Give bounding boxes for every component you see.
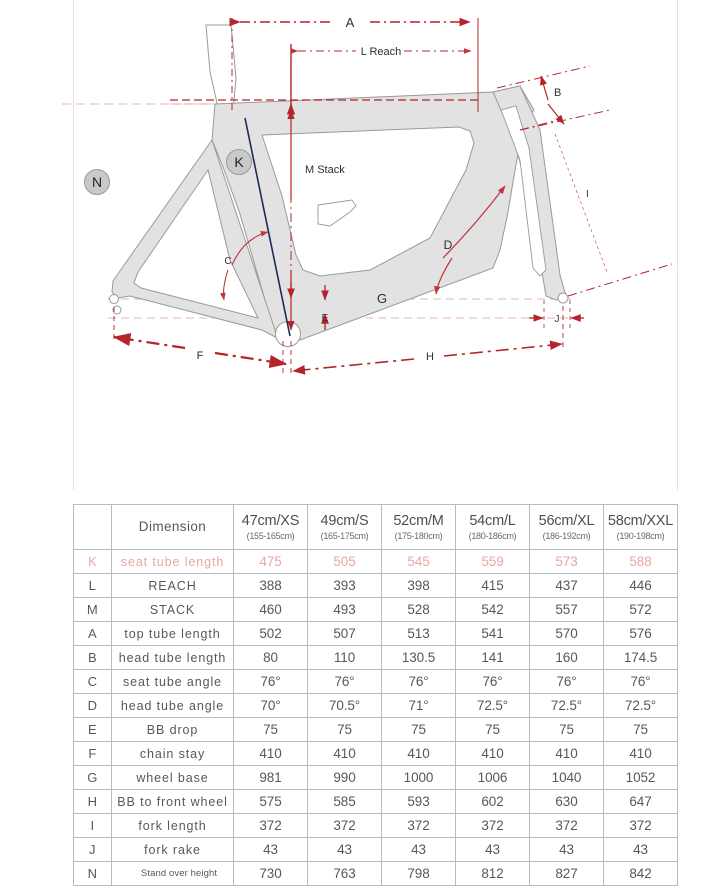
row-value: 76° [530,670,604,694]
row-value: 388 [234,574,308,598]
row-value: 110 [308,646,382,670]
size-range: (180-186cm) [468,530,517,541]
row-value: 559 [456,550,530,574]
row-value: 393 [308,574,382,598]
row-value: 990 [308,766,382,790]
row-value: 410 [456,742,530,766]
table-row [74,766,678,790]
dimension-J [529,300,584,330]
row-value: 798 [382,862,456,886]
size-range: (186-192cm) [542,530,591,541]
row-dimension-name: head tube length [112,646,234,670]
row-value: 76° [382,670,456,694]
header-size-52m [382,505,456,550]
size-name: 47cm/XS [241,512,300,529]
table-row [74,838,678,862]
size-range: (165-175cm) [320,530,369,541]
row-value: 446 [604,574,678,598]
row-code: H [74,790,112,814]
row-value: 372 [456,814,530,838]
row-value: 647 [604,790,678,814]
callout-G-label: G [376,291,388,306]
row-value: 410 [308,742,382,766]
row-value: 410 [234,742,308,766]
row-value: 437 [530,574,604,598]
row-value: 1052 [604,766,678,790]
size-name: 58cm/XXL [607,512,674,529]
row-value: 372 [530,814,604,838]
header-size-54l [456,505,530,550]
geometry-table [73,504,678,886]
size-name: 52cm/M [393,512,444,529]
row-dimension-name: REACH [112,574,234,598]
row-value: 557 [530,598,604,622]
row-code: E [74,718,112,742]
row-value: 72.5° [456,694,530,718]
row-value: 513 [382,622,456,646]
table-row [74,646,678,670]
row-value: 75 [456,718,530,742]
row-value: 460 [234,598,308,622]
table-row [74,622,678,646]
row-value: 76° [604,670,678,694]
row-code: F [74,742,112,766]
row-dimension-name: Stand over height [112,862,234,886]
row-value: 1006 [456,766,530,790]
table-row [74,574,678,598]
table-row [74,598,678,622]
row-dimension-name: STACK [112,598,234,622]
row-value: 43 [530,838,604,862]
row-value: 585 [308,790,382,814]
callout-badge-K [227,150,252,175]
row-code: L [74,574,112,598]
callout-C-label: C [224,256,232,267]
row-dimension-name: BB drop [112,718,234,742]
table-row [74,694,678,718]
callout-M-label: M Stack [305,164,345,176]
row-code: A [74,622,112,646]
row-value: 576 [604,622,678,646]
row-value: 72.5° [530,694,604,718]
callout-K-label: K [234,154,244,170]
table-head [74,505,678,550]
row-value: 71° [382,694,456,718]
header-size-58xxl [604,505,678,550]
size-range: (190-198cm) [616,530,665,541]
size-range: (175-180cm) [394,530,443,541]
row-value: 160 [530,646,604,670]
row-value: 545 [382,550,456,574]
callout-F-label: F [196,350,204,362]
row-value: 1000 [382,766,456,790]
row-code: K [74,550,112,574]
row-value: 502 [234,622,308,646]
row-code: J [74,838,112,862]
row-value: 410 [604,742,678,766]
header-code [74,505,112,550]
row-value: 410 [382,742,456,766]
table-row [74,550,678,574]
row-value: 43 [604,838,678,862]
table-row [74,862,678,886]
row-dimension-name: chain stay [112,742,234,766]
row-value: 573 [530,550,604,574]
size-name: 49cm/S [320,512,369,529]
header-size-47xs [234,505,308,550]
callout-B-label: B [554,87,562,99]
header-size-56xl [530,505,604,550]
row-value: 76° [234,670,308,694]
row-value: 43 [234,838,308,862]
row-dimension-name: fork length [112,814,234,838]
table-row [74,670,678,694]
row-value: 398 [382,574,456,598]
row-value: 410 [530,742,604,766]
row-value: 630 [530,790,604,814]
row-value: 842 [604,862,678,886]
row-code: C [74,670,112,694]
row-value: 541 [456,622,530,646]
row-dimension-name: BB to front wheel [112,790,234,814]
row-value: 528 [382,598,456,622]
row-value: 70° [234,694,308,718]
row-value: 70.5° [308,694,382,718]
row-value: 372 [604,814,678,838]
row-value: 174.5 [604,646,678,670]
row-value: 76° [308,670,382,694]
row-value: 130.5 [382,646,456,670]
table-header-row [74,505,678,550]
row-value: 80 [234,646,308,670]
row-value: 763 [308,862,382,886]
row-code: M [74,598,112,622]
row-value: 475 [234,550,308,574]
frame-silhouette [110,25,569,347]
row-value: 75 [308,718,382,742]
table-row [74,742,678,766]
row-value: 75 [604,718,678,742]
header-size-49s [308,505,382,550]
row-value: 72.5° [604,694,678,718]
callout-A-label: A [345,15,355,30]
row-value: 43 [456,838,530,862]
row-code: D [74,694,112,718]
row-dimension-name: seat tube length [112,550,234,574]
row-value: 75 [530,718,604,742]
callout-J-label: J [554,314,560,325]
callout-D-label: D [443,238,453,252]
row-value: 75 [234,718,308,742]
row-value: 542 [456,598,530,622]
table-row [74,718,678,742]
row-dimension-name: top tube length [112,622,234,646]
row-value: 43 [382,838,456,862]
row-dimension-name: seat tube angle [112,670,234,694]
row-dimension-name: head tube angle [112,694,234,718]
row-value: 505 [308,550,382,574]
row-code: G [74,766,112,790]
row-code: N [74,862,112,886]
callout-E-label: E [321,313,329,324]
row-value: 76° [456,670,530,694]
table-row [74,814,678,838]
row-value: 572 [604,598,678,622]
row-code: I [74,814,112,838]
row-dimension-name: fork rake [112,838,234,862]
callout-N-label: N [91,174,103,190]
row-dimension-name: wheel base [112,766,234,790]
row-value: 575 [234,790,308,814]
row-value: 827 [530,862,604,886]
row-value: 493 [308,598,382,622]
size-range: (155-165cm) [246,530,295,541]
geometry-table-container [73,504,677,886]
row-value: 1040 [530,766,604,790]
row-value: 75 [382,718,456,742]
row-value: 507 [308,622,382,646]
row-value: 372 [234,814,308,838]
row-value: 415 [456,574,530,598]
row-value: 588 [604,550,678,574]
size-name: 56cm/XL [538,512,595,529]
callout-badge-N [85,170,110,195]
table-row [74,790,678,814]
row-value: 43 [308,838,382,862]
row-value: 570 [530,622,604,646]
header-dimension: Dimension [112,505,234,550]
callout-L-label: L Reach [360,46,402,58]
size-name: 54cm/L [469,512,516,529]
callout-I-label: I [586,189,589,200]
row-code: B [74,646,112,670]
row-value: 593 [382,790,456,814]
row-value: 812 [456,862,530,886]
callout-H-label: H [426,351,434,363]
row-value: 372 [382,814,456,838]
row-value: 372 [308,814,382,838]
row-value: 981 [234,766,308,790]
row-value: 602 [456,790,530,814]
row-value: 141 [456,646,530,670]
table-body [74,550,678,886]
row-value: 730 [234,862,308,886]
